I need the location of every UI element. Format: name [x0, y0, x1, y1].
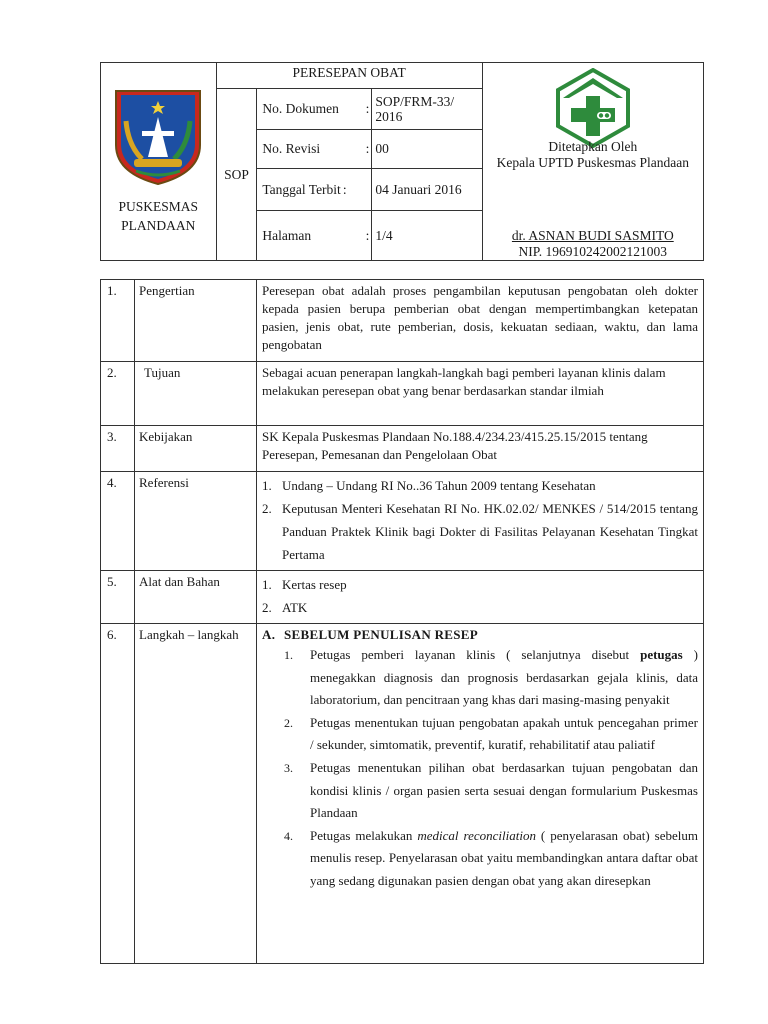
list-item: 3. Petugas menentukan pilihan obat berdasarkan tujuan pengobatan dan kondisi klinis / organ pasien serta sesuai dengan formularium Puskesmas Plandaan — [284, 759, 698, 821]
row-number: 3. — [101, 426, 135, 472]
header-table — [100, 62, 704, 261]
list-item: 2. ATK — [262, 600, 308, 615]
field-revision-label: No. Revisi : — [257, 130, 372, 169]
table-row — [101, 280, 704, 362]
row-number: 5. — [101, 571, 135, 624]
row-content — [257, 571, 704, 624]
row-label: Tujuan — [135, 362, 257, 426]
table-row — [101, 362, 704, 426]
table-row — [101, 624, 704, 964]
table-row — [101, 426, 704, 472]
puskesmas-logo-icon — [553, 68, 633, 148]
row-number: 2. — [101, 362, 135, 426]
table-row — [101, 472, 704, 571]
field-page-label: Halaman : — [257, 211, 372, 261]
list-item: 4. Petugas melakukan medical reconciliation ( penyelarasan obat) sebelum menulis resep. Penyelarasan obat yaitu membandingkan antara daftar obat yang sedang digunakan pasien dengan obat yang akan diresepkan — [284, 827, 698, 888]
row-label: Alat dan Bahan — [135, 571, 257, 624]
approval-cell — [482, 63, 703, 261]
document-title: PERESEPAN OBAT — [216, 63, 482, 89]
signatory-nip: NIP. 196910242002121003 — [518, 244, 668, 259]
field-doc-number-label: No. Dokumen : — [257, 89, 372, 130]
list-item: 1. Kertas resep — [262, 577, 347, 592]
row-content: SK Kepala Puskesmas Plandaan No.188.4/234.23/415.25.15/2015 tentang Peresepan, Pemesanan dan Pengelolaan Obat — [257, 426, 704, 472]
list-item: 1. Undang – Undang RI No..36 Tahun 2009 tentang Kesehatan — [262, 478, 596, 493]
row-number: 1. — [101, 280, 135, 362]
sop-label: SOP — [216, 89, 257, 261]
field-issue-date-value: 04 Januari 2016 — [372, 169, 482, 211]
row-label: Langkah – langkah — [135, 624, 257, 964]
row-content: Peresepan obat adalah proses pengambilan keputusan pengobatan oleh dokter kepada pasien berupa pemberian obat dengan mempertimbangkan ketepatan pasien, jenis obat, rute pemberian, dosis, kekuatan sediaan, waktu, dan lama pengobatan — [257, 280, 704, 362]
list-item: 2. Keputusan Menteri Kesehatan RI No. HK.02.02/ MENKES / 514/2015 tentang Panduan Praktek Klinik bagi Dokter di Fasilitas Pelayanan Kesehatan Tingkat Pertama — [262, 501, 698, 562]
row-number: 6. — [101, 624, 135, 964]
municipality-line1: PUSKESMAS — [118, 199, 199, 214]
row-content: Sebagai acuan penerapan langkah-langkah bagi pemberi layanan klinis dalam melakukan peresepan obat yang benar berdasarkan standar ilmiah — [257, 362, 704, 426]
municipality-emblem — [112, 87, 204, 187]
row-label: Pengertian — [135, 280, 257, 362]
row-content — [257, 472, 704, 571]
approval-line2: Kepala UPTD Puskesmas Plandaan — [496, 155, 689, 170]
signatory-name: dr. ASNAN BUDI SASMITO — [511, 228, 674, 243]
row-content — [257, 624, 704, 964]
row-label: Kebijakan — [135, 426, 257, 472]
section-a-heading: A. SEBELUM PENULISAN RESEP — [262, 627, 478, 642]
sop-content-table — [100, 279, 704, 964]
field-page-value: 1/4 — [372, 211, 482, 261]
table-row — [101, 571, 704, 624]
municipality-cell — [101, 63, 217, 261]
row-number: 4. — [101, 472, 135, 571]
row-label: Referensi — [135, 472, 257, 571]
field-doc-number-value: SOP/FRM-33/ 2016 — [372, 89, 482, 130]
municipality-name — [101, 197, 216, 235]
field-issue-date-label: Tanggal Terbit : — [257, 169, 372, 211]
approval-line1: Ditetapkan Oleh — [548, 139, 638, 154]
municipality-line2: PLANDAAN — [121, 218, 196, 233]
list-item: 1. Petugas pemberi layanan klinis ( selanjutnya disebut petugas ) menegakkan diagnosis dan prognosis berdasarkan gejala klinis, data laboratorium, dan pencitraan yang khas dari masing-masing penyakit — [284, 647, 698, 708]
list-item: 2. Petugas menentukan tujuan pengobatan apakah untuk pencegahan primer / sekunder, simtomatik, preventif, kuratif, rehabilitatif atau paliatif — [284, 714, 698, 753]
field-revision-value: 00 — [372, 130, 482, 169]
